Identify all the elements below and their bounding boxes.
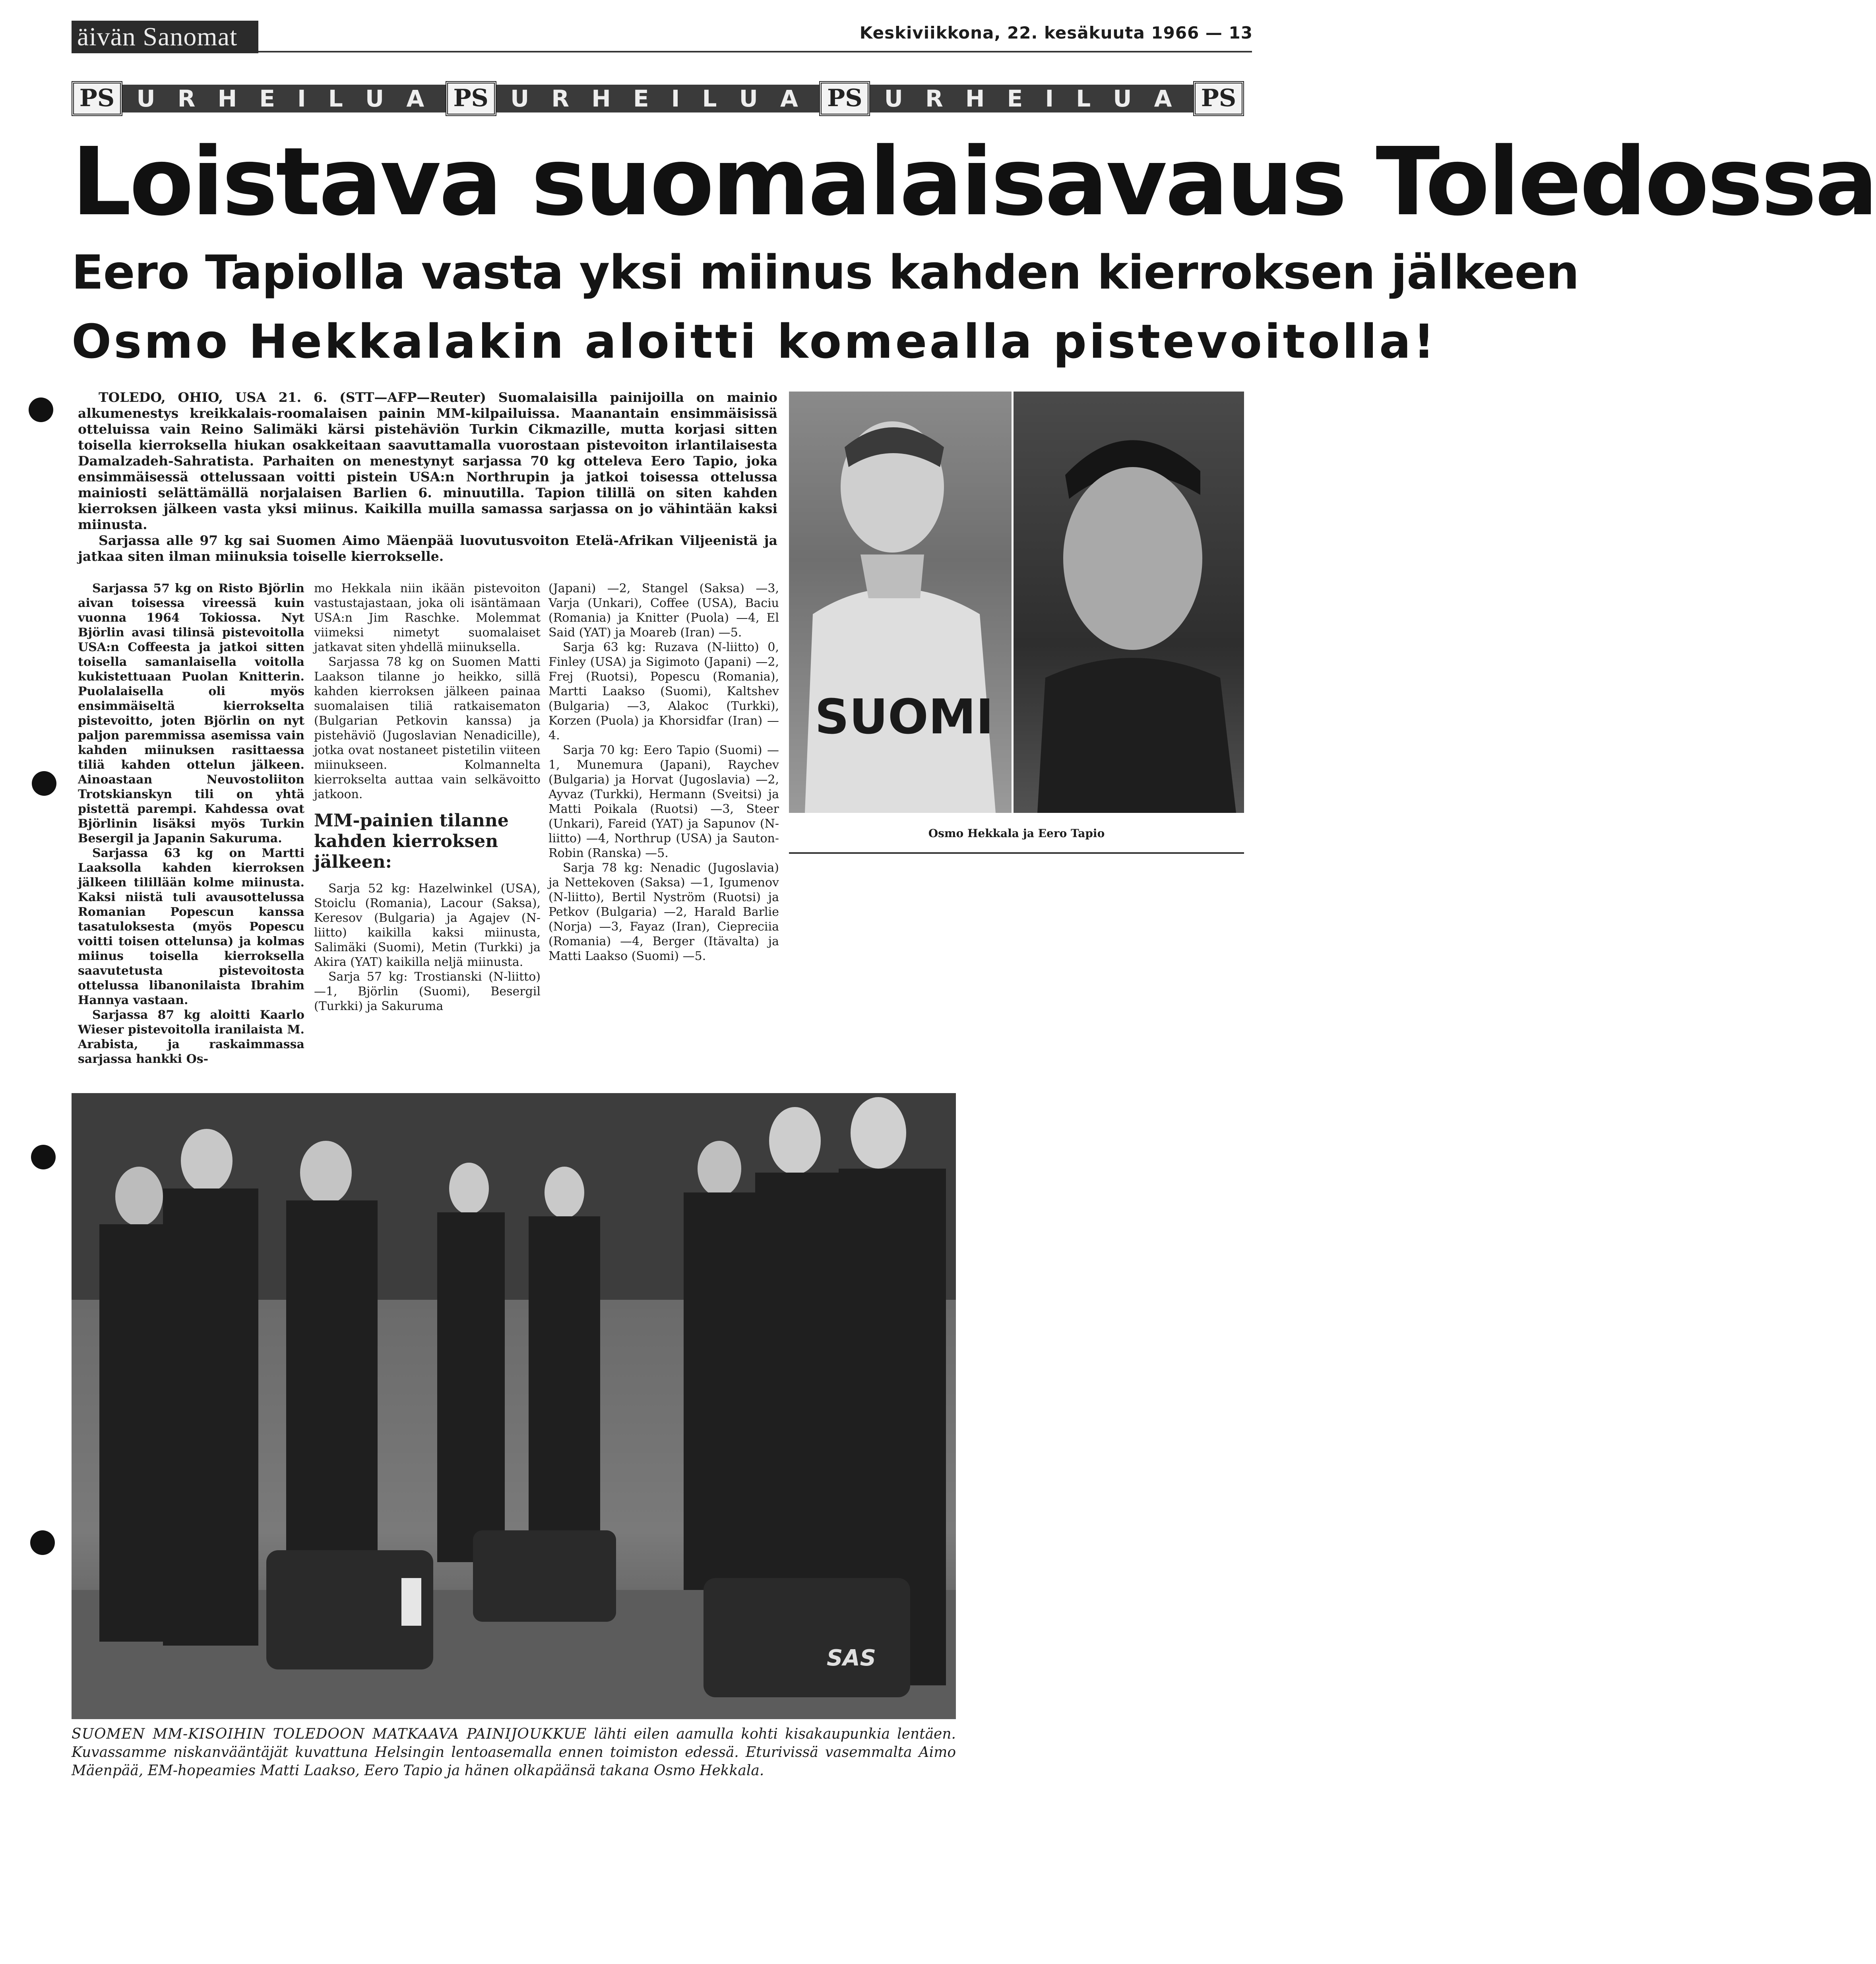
body-paragraph: Sarja 57 kg: Trostianski (N-liitto) —1, Björlin (Suomi), Besergil (Turkki) ja Sakuruma [314, 970, 541, 1013]
article-lead [78, 390, 777, 564]
caption-text: lähti eilen aamulla kohti kisakaupunkia lentäen. Kuvassamme niskanvääntäjät kuvattuna Helsingin lentoasemalla ennen toimiston edessä. Eturivissä vasemmalta Aimo Mäenpää, EM-hopeamies Matti Laakso, Eero Tapio ja hänen olkapäänsä takana Osmo Hekkala. [72, 1726, 956, 1779]
portrait-photo-left [789, 392, 1012, 813]
article-column-3 [548, 581, 779, 964]
section-label: U R H E I L U A [870, 85, 1193, 112]
section-band [72, 80, 1244, 117]
body-paragraph: Sarja 63 kg: Ruzava (N-liitto) 0, Finley (USA) ja Sigimoto (Japani) —2, Frej (Ruotsi), Popescu (Romania), Martti Laakso (Suomi), Kaltshev (Bulgaria) —3, Alakoc (Turkki), Korzen (Puola) ja Khorsidfar (Iran) —4. [548, 640, 779, 743]
group-photo [72, 1093, 956, 1719]
body-paragraph: Sarjassa 87 kg aloitti Kaarlo Wieser pistevoitolla iranilaista M. Arabista, ja raskaimmassa sarjassa hankki Os- [78, 1008, 304, 1066]
punch-hole-4 [30, 1530, 55, 1555]
portrait-right-drawing [1014, 392, 1244, 813]
jersey-text: SUOMI [815, 690, 994, 745]
ps-logo: PS [446, 81, 496, 116]
group-photo-caption [72, 1725, 956, 1780]
date-page-line: Keskiviikkona, 22. kesäkuuta 1966 — 13 [859, 23, 1253, 43]
body-paragraph: Sarjassa 63 kg on Martti Laaksolla kahden kierroksen jälkeen tilillään kolme miinusta. Kaksi niistä tuli avausottelussa Romanian Popescun kanssa tasatuloksesta (myös Popescu voitti toisen ottelunsa) ja kolmas miinus toisella kierroksella saavutetusta pistevoitosta ottelussa libanonilaista Ibrahim Hannya vastaan. [78, 846, 304, 1007]
caption-lead: SUOMEN MM-KISOIHIN TOLEDOON MATKAAVA PAINIJOUKKUE [72, 1726, 587, 1742]
portrait-left-drawing [789, 392, 1012, 813]
punch-hole-3 [31, 1145, 56, 1169]
punch-hole-2 [32, 771, 56, 796]
masthead: äivän Sanomat [72, 21, 258, 53]
portrait-caption: Osmo Hekkala ja Eero Tapio [928, 827, 1105, 840]
body-paragraph: Sarja 70 kg: Eero Tapio (Suomi) —1, Munemura (Japani), Raychev (Bulgaria) ja Horvat (Jugoslavia) —2, Ayvaz (Turkki), Hermann (Sveitsi) ja Matti Poikala (Ruotsi) —3, Steer (Unkari), Fareid (YAT) ja Sapunov (N-liitto) —4, Northrup (USA) ja Sauton-Robin (Ranska) —5. [548, 743, 779, 860]
main-headline: Loistava suomalaisavaus Toledossa [72, 127, 1876, 237]
portrait-photo-right [1014, 392, 1244, 813]
punch-hole-1 [29, 397, 53, 422]
group-photo-drawing [72, 1093, 956, 1719]
ps-logo: PS [72, 81, 122, 116]
section-label: U R H E I L U A [496, 85, 820, 112]
caption-rule [789, 852, 1244, 854]
ps-logo: PS [1193, 81, 1244, 116]
subheadline-1: Eero Tapiolla vasta yksi miinus kahden kierroksen jälkeen [72, 245, 1579, 300]
ps-logo: PS [819, 81, 870, 116]
article-column-2 [314, 581, 541, 1014]
article-column-1 [78, 581, 304, 1066]
body-paragraph: Sarjassa 57 kg on Risto Björlin aivan toisessa vireessä kuin vuonna 1964 Tokiossa. Nyt Björlin avasi tilinsä pistevoitolla USA:n Coffeesta ja jatkoi sitten toisella samanlaisella voitolla kukistettuaan Puolan Knitterin. Puolalaisella oli myös ensimmäiseltä kierrokselta pistevoitto, joten Björlin on nyt paljon paremmissa asemissa vain kahden miinuksen rasittaessa tiliä kahden ottelun jälkeen. Ainoastaan Neuvostoliiton Trotskianskyn tili on yhtä pistettä parempi. Kahdessa ovat Björlinin lisäksi myös Turkin Besergil ja Japanin Sakuruma. [78, 582, 304, 845]
section-label: U R H E I L U A [122, 85, 446, 112]
lead-paragraph: Sarjassa alle 97 kg sai Suomen Aimo Mäenpää luovutusvoiton Etelä-Afrikan Viljeenistä ja jatkaa siten ilman miinuksia toiselle kierrokselle. [78, 533, 777, 564]
lead-paragraph: TOLEDO, OHIO, USA 21. 6. (STT—AFP—Reuter) Suomalaisilla painijoilla on mainio alkumenestys kreikkalais-roomalaisen painin MM-kilpailuissa. Maanantain ensimmäisissä otteluissa vain Reino Salimäki kärsi pistehäviön Turkin Cikmazille, mutta korjasi sitten toisella kierroksella hiukan osakkeitaan saavuttamalla vuorostaan pistevoiton irlantilaisesta Damalzadeh-Sahratista. Parhaiten on menestynyt sarjassa 70 kg otteleva Eero Tapio, joka ensimmäisessä ottelussaan voitti pistein USA:n Northrupin ja jatkoi toisessa ottelussa mainiosti selättämällä norjalaisen Barlien 6. minuutilla. Tapion tilillä on siten kahden kierroksen jälkeen vasta yksi miinus. Kaikilla muilla samassa sarjassa on jo vähintään kaksi miinusta. [78, 390, 777, 532]
body-paragraph: Sarjassa 78 kg on Suomen Matti Laakson tilanne jo heikko, sillä kahden kierroksen jälkeen painaa suomalaisen tiliä ratkaisematon (Bulgarian Petkovin kanssa) ja pistehäviö (Jugoslavian Nenadicille), jotka ovat nostaneet pistetilin viiteen miinukseen. Kolmannelta kierrokselta auttaa vain selkävoitto jatkoon. [314, 655, 541, 801]
body-paragraph: Sarja 52 kg: Hazelwinkel (USA), Stoiclu (Romania), Lacour (Saksa), Keresov (Bulgaria) ja Agajev (N-liitto) kaikilla kaksi miinusta, Salimäki (Suomi), Metin (Turkki) ja Akira (YAT) kaikilla neljä miinusta. [314, 882, 541, 969]
header-rule [258, 51, 1252, 52]
body-paragraph: mo Hekkala niin ikään pistevoiton vastustajastaan, joka oli isäntämaan USA:n Jim Raschke. Molemmat viimeksi nimetyt suomalaiset jatkavat siten yhdellä miinuksella. [314, 582, 541, 654]
standings-subhead: MM-painien tilanne kahden kierroksen jälkeen: [314, 810, 509, 872]
subheadline-2: Osmo Hekkalakin aloitti komealla pistevoitolla! [72, 314, 1437, 369]
body-paragraph: Sarja 78 kg: Nenadic (Jugoslavia) ja Nettekoven (Saksa) —1, Igumenov (N-liitto), Bertil Nyström (Ruotsi) ja Petkov (Bulgaria) —2, Harald Barlie (Norja) —3, Fayaz (Iran), Ciepreciia (Romania) —4, Berger (Itävalta) ja Matti Laakso (Suomi) —5. [548, 861, 779, 963]
body-paragraph: (Japani) —2, Stangel (Saksa) —3, Varja (Unkari), Coffee (USA), Baciu (Romania) ja Knitter (Puola) —4, El Said (YAT) ja Moareb (Iran) —5. [548, 582, 779, 640]
bag-logo-text: SAS [827, 1645, 876, 1671]
